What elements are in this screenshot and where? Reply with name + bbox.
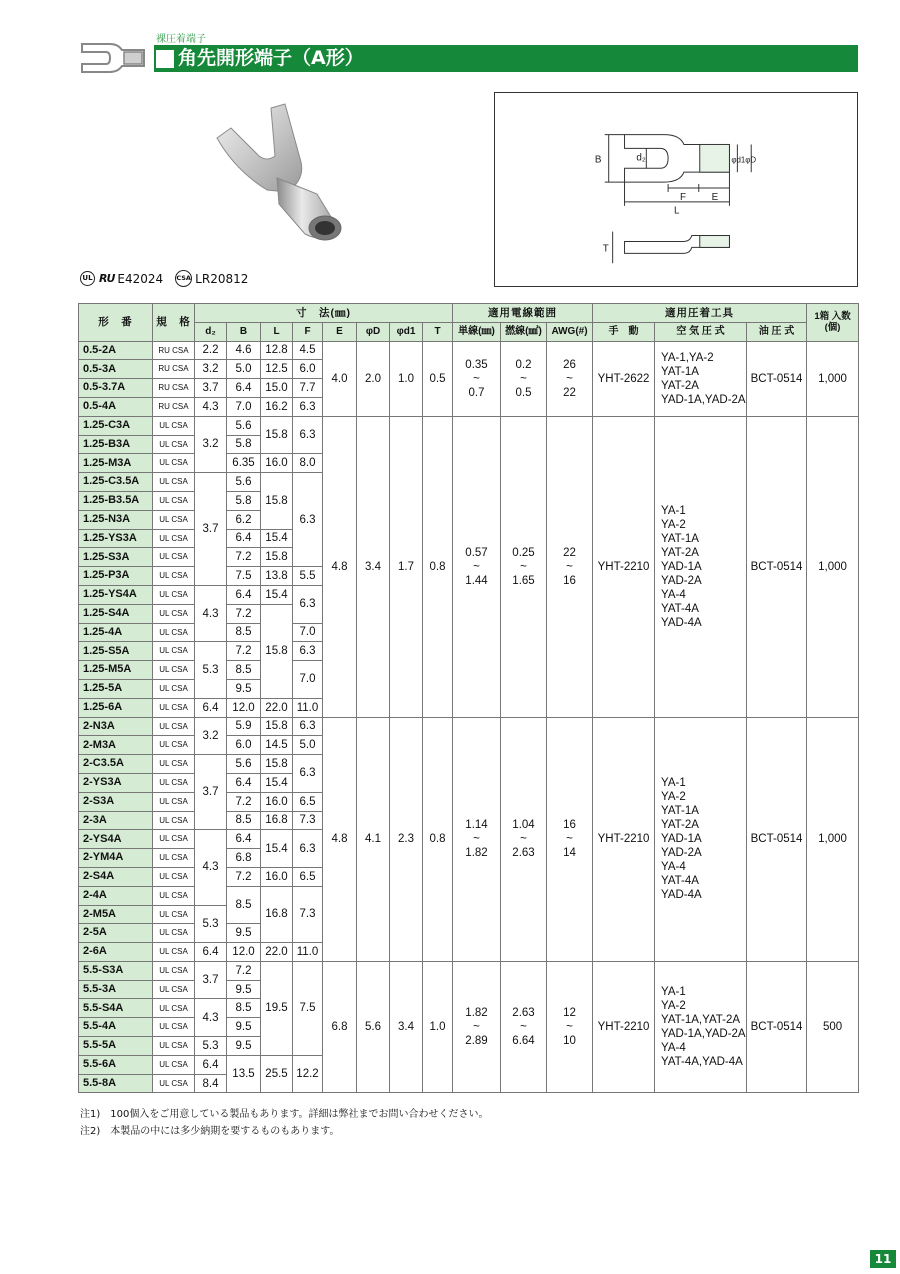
- cell-L: 16.0: [261, 454, 293, 473]
- cell-d1: 1.7: [390, 416, 423, 717]
- cell-qty: 1,000: [807, 416, 859, 717]
- cell-L: 15.8: [261, 473, 293, 529]
- cert-mark: UL CSA: [153, 755, 195, 774]
- part-number: 2-M3A: [79, 736, 153, 755]
- cell-stranded: 0.2 ~ 0.5: [501, 341, 547, 416]
- cell-L: 15.8: [261, 717, 293, 736]
- header-hand: 手 動: [593, 322, 655, 341]
- cell-qty: 500: [807, 961, 859, 1093]
- cell-L: 12.5: [261, 360, 293, 379]
- cell-F: 6.3: [293, 416, 323, 454]
- cell-d2: 3.7: [195, 961, 227, 999]
- cell-d1: 3.4: [390, 961, 423, 1093]
- part-number: 1.25-6A: [79, 698, 153, 717]
- cell-awg: 12 ~ 10: [547, 961, 593, 1093]
- cert-mark: UL CSA: [153, 661, 195, 680]
- cert-mark: UL CSA: [153, 736, 195, 755]
- cell-hyd: BCT-0514: [747, 717, 807, 961]
- cell-F: 7.7: [293, 379, 323, 398]
- cell-B: 5.6: [227, 473, 261, 492]
- label-F: F: [679, 191, 687, 203]
- cell-B: 7.2: [227, 867, 261, 886]
- cell-single: 0.57 ~ 1.44: [453, 416, 501, 717]
- cell-F: 6.3: [293, 642, 323, 661]
- cell-d2: 6.4: [195, 943, 227, 962]
- cert-mark: UL CSA: [153, 999, 195, 1018]
- cell-L: 22.0: [261, 943, 293, 962]
- cert-mark: UL CSA: [153, 473, 195, 492]
- cell-B: 5.6: [227, 416, 261, 435]
- category-label: 裸圧着端子: [156, 34, 206, 45]
- label-T: T: [602, 243, 609, 255]
- cert-mark: UL CSA: [153, 585, 195, 604]
- cell-B: 7.2: [227, 792, 261, 811]
- cell-E: 6.8: [323, 961, 357, 1093]
- cell-F: 7.3: [293, 886, 323, 942]
- cell-stranded: 1.04 ~ 2.63: [501, 717, 547, 961]
- cell-B: 4.6: [227, 341, 261, 360]
- cert-mark: UL CSA: [153, 454, 195, 473]
- cell-d2: 5.3: [195, 905, 227, 943]
- cell-F: 7.0: [293, 661, 323, 699]
- header-D: φD: [357, 322, 390, 341]
- cert-mark: UL CSA: [153, 980, 195, 999]
- cell-E: 4.8: [323, 717, 357, 961]
- cert-mark: UL CSA: [153, 830, 195, 849]
- terminal-header-icon: [78, 38, 148, 78]
- cell-L: 15.4: [261, 585, 293, 604]
- cell-L: 22.0: [261, 698, 293, 717]
- cert-mark: UL CSA: [153, 905, 195, 924]
- cell-B: 5.8: [227, 435, 261, 454]
- cell-B: 5.9: [227, 717, 261, 736]
- part-number: 1.25-S3A: [79, 548, 153, 567]
- part-number: 1.25-5A: [79, 679, 153, 698]
- cell-L: 25.5: [261, 1055, 293, 1093]
- cell-B: 6.4: [227, 773, 261, 792]
- header-part: 形 番: [79, 304, 153, 342]
- header-single: 単線(㎜): [453, 322, 501, 341]
- part-number: 0.5-3.7A: [79, 379, 153, 398]
- cell-single: 1.82 ~ 2.89: [453, 961, 501, 1093]
- cell-L: 15.8: [261, 548, 293, 567]
- cert-mark: UL CSA: [153, 698, 195, 717]
- table-row: [79, 717, 859, 736]
- cell-hand: YHT-2210: [593, 717, 655, 961]
- cert-mark: UL CSA: [153, 623, 195, 642]
- cell-d2: 6.4: [195, 698, 227, 717]
- part-number: 2-N3A: [79, 717, 153, 736]
- cell-B: 6.8: [227, 849, 261, 868]
- header-d1: φd1: [390, 322, 423, 341]
- part-number: 2-5A: [79, 924, 153, 943]
- header-tools: 適用圧着工具: [593, 304, 807, 323]
- cell-B: 6.4: [227, 529, 261, 548]
- cell-qty: 1,000: [807, 717, 859, 961]
- cell-F: 6.3: [293, 473, 323, 567]
- table-row: [79, 416, 859, 435]
- cell-B: 5.0: [227, 360, 261, 379]
- cell-F: 6.5: [293, 792, 323, 811]
- cell-d2: 3.7: [195, 755, 227, 830]
- cell-B: 8.5: [227, 623, 261, 642]
- cell-awg: 26 ~ 22: [547, 341, 593, 416]
- cell-D: 3.4: [357, 416, 390, 717]
- cell-L: 19.5: [261, 961, 293, 1055]
- cell-d2: 5.3: [195, 642, 227, 698]
- cell-F: 11.0: [293, 698, 323, 717]
- header-E: E: [323, 322, 357, 341]
- cell-F: 6.3: [293, 717, 323, 736]
- cell-B: 13.5: [227, 1055, 261, 1093]
- header-spec: 規 格: [153, 304, 195, 342]
- cell-d2: 8.4: [195, 1074, 227, 1093]
- cell-L: 15.4: [261, 830, 293, 868]
- part-number: 0.5-2A: [79, 341, 153, 360]
- cell-L: 15.4: [261, 529, 293, 548]
- cell-B: 9.5: [227, 1018, 261, 1037]
- cert-mark: UL CSA: [153, 924, 195, 943]
- cell-D: 4.1: [357, 717, 390, 961]
- cert-mark: UL CSA: [153, 1037, 195, 1056]
- cell-B: 12.0: [227, 943, 261, 962]
- label-B: B: [594, 154, 602, 166]
- cell-air: YA-1,YA-2 YAT-1A YAT-2A YAD-1A,YAD-2A: [655, 341, 747, 416]
- cell-d1: 1.0: [390, 341, 423, 416]
- cell-air: YA-1 YA-2 YAT-1A,YAT-2A YAD-1A,YAD-2A YA-4 YAT-4A,YAD-4A: [655, 961, 747, 1093]
- spec-table: [78, 303, 859, 1093]
- cell-T: 1.0: [423, 961, 453, 1093]
- cell-B: 7.2: [227, 642, 261, 661]
- cell-B: 5.8: [227, 491, 261, 510]
- cell-B: 6.4: [227, 379, 261, 398]
- part-number: 0.5-3A: [79, 360, 153, 379]
- cell-stranded: 2.63 ~ 6.64: [501, 961, 547, 1093]
- part-number: 5.5-8A: [79, 1074, 153, 1093]
- cell-T: 0.5: [423, 341, 453, 416]
- cert-mark: RU CSA: [153, 360, 195, 379]
- cell-F: 6.3: [293, 830, 323, 868]
- cell-d2: 5.3: [195, 1037, 227, 1056]
- label-d2: d₂: [636, 152, 646, 164]
- cell-air: YA-1 YA-2 YAT-1A YAT-2A YAD-1A YAD-2A YA-4 YAT-4A YAD-4A: [655, 717, 747, 961]
- cell-B: 7.5: [227, 567, 261, 586]
- part-number: 2-YS3A: [79, 773, 153, 792]
- cell-B: 9.5: [227, 980, 261, 999]
- cell-single: 0.35 ~ 0.7: [453, 341, 501, 416]
- cell-d2: 4.3: [195, 397, 227, 416]
- cert-mark: UL CSA: [153, 717, 195, 736]
- cell-F: 8.0: [293, 454, 323, 473]
- header-stranded: 撚線(㎟): [501, 322, 547, 341]
- cell-B: 8.5: [227, 886, 261, 924]
- label-D: φD: [745, 155, 757, 165]
- cell-d2: 6.4: [195, 1055, 227, 1074]
- cell-D: 5.6: [357, 961, 390, 1093]
- part-number: 1.25-B3.5A: [79, 491, 153, 510]
- cert-mark: UL CSA: [153, 886, 195, 905]
- part-number: 1.25-B3A: [79, 435, 153, 454]
- cell-awg: 16 ~ 14: [547, 717, 593, 961]
- cell-F: 6.3: [293, 397, 323, 416]
- part-number: 2-M5A: [79, 905, 153, 924]
- cert-mark: UL CSA: [153, 943, 195, 962]
- part-number: 1.25-S5A: [79, 642, 153, 661]
- ul-listed-icon: UL: [80, 271, 95, 286]
- cell-d2: 2.2: [195, 341, 227, 360]
- cell-d2: 4.3: [195, 999, 227, 1037]
- cell-L: 15.8: [261, 416, 293, 454]
- cell-B: 9.5: [227, 924, 261, 943]
- cell-B: 8.5: [227, 811, 261, 830]
- cell-stranded: 0.25 ~ 1.65: [501, 416, 547, 717]
- cell-B: 6.2: [227, 510, 261, 529]
- part-number: 1.25-M5A: [79, 661, 153, 680]
- ul-number: E42024: [117, 271, 164, 286]
- cert-mark: UL CSA: [153, 679, 195, 698]
- cell-B: 6.35: [227, 454, 261, 473]
- part-number: 1.25-YS3A: [79, 529, 153, 548]
- cell-d2: 3.2: [195, 360, 227, 379]
- cell-d2: 3.7: [195, 473, 227, 586]
- cell-E: 4.0: [323, 341, 357, 416]
- header-hyd: 油 圧 式: [747, 322, 807, 341]
- title-square-icon: [156, 50, 174, 68]
- certification-marks: [80, 270, 248, 287]
- cert-mark: UL CSA: [153, 435, 195, 454]
- cert-mark: UL CSA: [153, 867, 195, 886]
- cert-mark: UL CSA: [153, 1074, 195, 1093]
- table-row: [79, 961, 859, 980]
- cell-L: 15.8: [261, 604, 293, 698]
- header-L: L: [261, 322, 293, 341]
- part-number: 1.25-4A: [79, 623, 153, 642]
- cell-F: 11.0: [293, 943, 323, 962]
- cell-air: YA-1 YA-2 YAT-1A YAT-2A YAD-1A YAD-2A YA-4 YAT-4A YAD-4A: [655, 416, 747, 717]
- cert-mark: UL CSA: [153, 849, 195, 868]
- csa-number: LR20812: [195, 271, 249, 286]
- csa-icon: CSA: [175, 270, 192, 287]
- cert-mark: UL CSA: [153, 1055, 195, 1074]
- table-row: [79, 341, 859, 360]
- cell-hand: YHT-2210: [593, 416, 655, 717]
- part-number: 1.25-YS4A: [79, 585, 153, 604]
- cell-D: 2.0: [357, 341, 390, 416]
- note-1: 注1) 100個入をご用意している製品もあります。詳細は弊社までお問い合わせください。: [80, 1109, 489, 1120]
- page-number: 11: [870, 1250, 896, 1268]
- part-number: 1.25-C3A: [79, 416, 153, 435]
- cell-T: 0.8: [423, 416, 453, 717]
- cell-awg: 22 ~ 16: [547, 416, 593, 717]
- part-number: 1.25-S4A: [79, 604, 153, 623]
- part-number: 5.5-6A: [79, 1055, 153, 1074]
- cert-mark: UL CSA: [153, 548, 195, 567]
- ul-recognized-icon: RU: [99, 272, 115, 285]
- part-number: 1.25-P3A: [79, 567, 153, 586]
- part-number: 2-4A: [79, 886, 153, 905]
- cell-d2: 4.3: [195, 830, 227, 905]
- cell-B: 7.2: [227, 961, 261, 980]
- cell-d2: 3.2: [195, 717, 227, 755]
- part-number: 2-YM4A: [79, 849, 153, 868]
- part-number: 2-S4A: [79, 867, 153, 886]
- page-title-bar: [154, 45, 858, 72]
- cert-mark: UL CSA: [153, 529, 195, 548]
- cert-mark: UL CSA: [153, 604, 195, 623]
- cert-mark: UL CSA: [153, 510, 195, 529]
- page-title: 角先開形端子（A形）: [178, 47, 364, 69]
- product-photo: [205, 100, 350, 245]
- cell-E: 4.8: [323, 416, 357, 717]
- cell-L: 15.8: [261, 755, 293, 774]
- label-E: E: [711, 191, 719, 203]
- cell-B: 12.0: [227, 698, 261, 717]
- header-B: B: [227, 322, 261, 341]
- cell-T: 0.8: [423, 717, 453, 961]
- cell-hand: YHT-2210: [593, 961, 655, 1093]
- label-L: L: [674, 205, 680, 217]
- cert-mark: UL CSA: [153, 811, 195, 830]
- cert-mark: UL CSA: [153, 792, 195, 811]
- cell-B: 8.5: [227, 661, 261, 680]
- cell-B: 9.5: [227, 679, 261, 698]
- header-F: F: [293, 322, 323, 341]
- header-dims: 寸 法(㎜): [195, 304, 453, 323]
- cell-hyd: BCT-0514: [747, 416, 807, 717]
- cell-L: 13.8: [261, 567, 293, 586]
- cell-F: 12.2: [293, 1055, 323, 1093]
- part-number: 2-3A: [79, 811, 153, 830]
- cell-L: 12.8: [261, 341, 293, 360]
- part-number: 2-C3.5A: [79, 755, 153, 774]
- part-number: 2-6A: [79, 943, 153, 962]
- cell-B: 6.4: [227, 585, 261, 604]
- part-number: 2-YS4A: [79, 830, 153, 849]
- cell-F: 7.0: [293, 623, 323, 642]
- cell-L: 16.0: [261, 867, 293, 886]
- part-number: 5.5-S4A: [79, 999, 153, 1018]
- cell-hyd: BCT-0514: [747, 341, 807, 416]
- footnotes: [80, 1106, 489, 1140]
- part-number: 5.5-S3A: [79, 961, 153, 980]
- cell-F: 7.5: [293, 961, 323, 1055]
- part-number: 5.5-4A: [79, 1018, 153, 1037]
- cell-L: 15.0: [261, 379, 293, 398]
- header-wire: 適用電線範囲: [453, 304, 593, 323]
- cell-F: 4.5: [293, 341, 323, 360]
- cell-F: 6.5: [293, 867, 323, 886]
- cell-d2: 3.2: [195, 416, 227, 472]
- part-number: 1.25-C3.5A: [79, 473, 153, 492]
- cell-qty: 1,000: [807, 341, 859, 416]
- cell-B: 7.2: [227, 548, 261, 567]
- cert-mark: UL CSA: [153, 416, 195, 435]
- cell-d2: 3.7: [195, 379, 227, 398]
- part-number: 5.5-5A: [79, 1037, 153, 1056]
- label-d1: φd1: [731, 155, 746, 165]
- cell-F: 6.0: [293, 360, 323, 379]
- cell-B: 9.5: [227, 1037, 261, 1056]
- part-number: 5.5-3A: [79, 980, 153, 999]
- header-d2: d₂: [195, 322, 227, 341]
- cell-B: 7.2: [227, 604, 261, 623]
- cell-d1: 2.3: [390, 717, 423, 961]
- cell-F: 5.5: [293, 567, 323, 586]
- cell-F: 5.0: [293, 736, 323, 755]
- cert-mark: RU CSA: [153, 341, 195, 360]
- cell-B: 7.0: [227, 397, 261, 416]
- note-2: 注2) 本製品の中には多少納期を要するものもあります。: [80, 1126, 340, 1137]
- cert-mark: UL CSA: [153, 567, 195, 586]
- cert-mark: RU CSA: [153, 379, 195, 398]
- cell-d2: 4.3: [195, 585, 227, 641]
- cell-hyd: BCT-0514: [747, 961, 807, 1093]
- cell-F: 7.3: [293, 811, 323, 830]
- header-awg: AWG(#): [547, 322, 593, 341]
- cell-B: 6.4: [227, 830, 261, 849]
- cell-single: 1.14 ~ 1.82: [453, 717, 501, 961]
- cell-F: 6.3: [293, 585, 323, 623]
- cell-L: 16.0: [261, 792, 293, 811]
- cert-mark: UL CSA: [153, 642, 195, 661]
- cert-mark: UL CSA: [153, 491, 195, 510]
- header-T: T: [423, 322, 453, 341]
- cell-L: 15.4: [261, 773, 293, 792]
- part-number: 0.5-4A: [79, 397, 153, 416]
- cert-mark: UL CSA: [153, 773, 195, 792]
- cell-L: 16.8: [261, 811, 293, 830]
- header-qty: 1箱 入数 (個): [807, 304, 859, 342]
- dimension-drawing: [494, 92, 858, 287]
- cell-L: 16.8: [261, 886, 293, 942]
- cell-B: 6.0: [227, 736, 261, 755]
- part-number: 1.25-N3A: [79, 510, 153, 529]
- cert-mark: UL CSA: [153, 1018, 195, 1037]
- cert-mark: UL CSA: [153, 961, 195, 980]
- cell-B: 8.5: [227, 999, 261, 1018]
- cell-hand: YHT-2622: [593, 341, 655, 416]
- part-number: 2-S3A: [79, 792, 153, 811]
- cell-L: 16.2: [261, 397, 293, 416]
- cert-mark: RU CSA: [153, 397, 195, 416]
- cell-B: 5.6: [227, 755, 261, 774]
- cell-F: 6.3: [293, 755, 323, 793]
- part-number: 1.25-M3A: [79, 454, 153, 473]
- header-air: 空 気 圧 式: [655, 322, 747, 341]
- cell-L: 14.5: [261, 736, 293, 755]
